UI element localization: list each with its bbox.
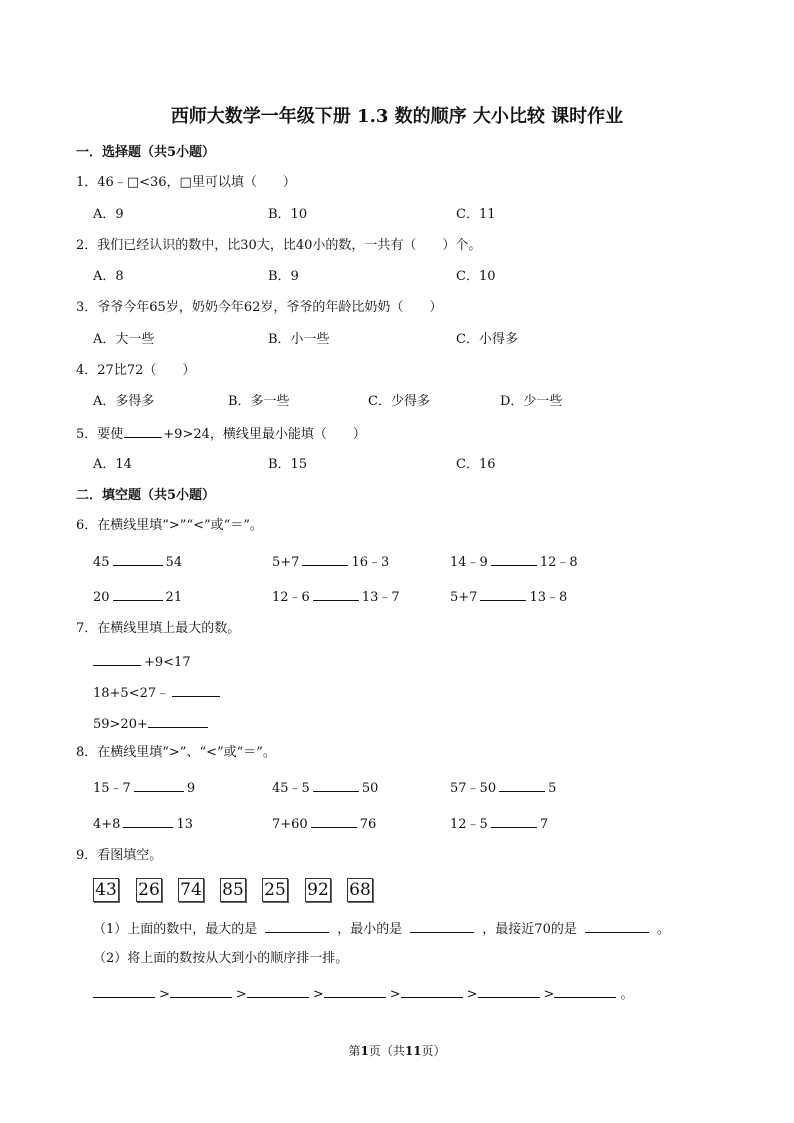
- q7-line-2: 18+5<27﹣: [93, 684, 223, 702]
- q2-option-c: C．10: [456, 269, 496, 284]
- page-footer: 第1页（共11页）: [348, 1044, 446, 1058]
- q8-item: 15﹣7 9: [93, 781, 196, 796]
- answer-blank[interactable]: [499, 779, 545, 792]
- answer-blank[interactable]: [401, 985, 463, 998]
- number-card: 68: [347, 878, 373, 902]
- q7-line-3: 59>20+: [93, 715, 211, 733]
- answer-blank[interactable]: [134, 779, 184, 792]
- answer-blank[interactable]: [93, 653, 141, 666]
- q8-item: 7+60 76: [272, 817, 377, 832]
- answer-blank[interactable]: [313, 779, 359, 792]
- q2-option-a: A．8: [93, 269, 124, 284]
- answer-blank[interactable]: [247, 985, 309, 998]
- answer-blank[interactable]: [585, 920, 649, 933]
- answer-blank[interactable]: [410, 920, 474, 933]
- q2-option-b: B．9: [268, 269, 299, 284]
- q3-option-c: C．小得多: [456, 332, 518, 347]
- question-2-stem: 2．我们已经认识的数中，比30大，比40小的数，一共有（ ）个。: [76, 238, 482, 253]
- question-5-stem: [76, 425, 366, 443]
- q1-option-b: B．10: [268, 207, 308, 222]
- answer-blank[interactable]: [170, 985, 232, 998]
- answer-blank[interactable]: [172, 684, 220, 697]
- q5-stem-prefix: 5．要使: [76, 427, 124, 442]
- q6-item: 14﹣9 12﹣8: [450, 555, 578, 570]
- q9-part-2: （2）将上面的数按从大到小的顺序排一排。: [93, 951, 349, 966]
- answer-blank[interactable]: [113, 588, 163, 601]
- q5-option-c: C．16: [456, 457, 496, 472]
- question-8-stem: 8．在横线里填“>”、“<”或“＝”。: [76, 745, 276, 760]
- q5-option-b: B．15: [268, 457, 308, 472]
- number-card: 25: [262, 878, 288, 902]
- answer-blank[interactable]: [491, 815, 537, 828]
- number-card: 26: [136, 878, 162, 902]
- q6-item: 5+7 16﹣3: [272, 555, 390, 570]
- answer-blank[interactable]: [554, 985, 616, 998]
- section-heading-fill: 二．填空题（共5小题）: [76, 488, 216, 503]
- answer-blank[interactable]: [265, 920, 329, 933]
- section-heading-choice: 一．选择题（共5小题）: [76, 145, 216, 160]
- answer-blank[interactable]: [148, 715, 208, 728]
- question-7-stem: 7．在横线里填上最大的数。: [76, 621, 241, 636]
- question-3-stem: 3．爷爷今年65岁，奶奶今年62岁，爷爷的年龄比奶奶（ ）: [76, 300, 443, 315]
- q8-item: 12﹣5 7: [450, 817, 549, 832]
- q4-option-b: B．多一些: [228, 394, 290, 409]
- q1-option-c: C．11: [456, 207, 496, 222]
- q7-line-1: +9<17: [93, 653, 191, 671]
- q9-ordering-row: > > > > > > 。: [93, 985, 633, 1003]
- q3-option-b: B．小一些: [268, 332, 330, 347]
- q5-option-a: A．14: [93, 457, 132, 472]
- number-card: 43: [93, 878, 119, 902]
- answer-blank[interactable]: [302, 553, 348, 566]
- q1-option-a: A．9: [93, 207, 124, 222]
- question-1-stem: 1．46﹣□<36，□里可以填（ ）: [76, 175, 296, 190]
- q4-option-d: D．少一些: [500, 394, 563, 409]
- answer-blank[interactable]: [311, 815, 357, 828]
- answer-blank[interactable]: [478, 985, 540, 998]
- q4-option-c: C．少得多: [368, 394, 430, 409]
- answer-blank[interactable]: [123, 815, 173, 828]
- q9-part-1: （1）上面的数中，最大的是 ，最小的是 ，最接近70的是 。: [93, 922, 670, 937]
- question-6-stem: 6．在横线里填“>”“<”或“＝”。: [76, 518, 263, 533]
- q4-option-a: A．多得多: [93, 394, 155, 409]
- answer-blank[interactable]: [480, 588, 526, 601]
- q8-item: 57﹣50 5: [450, 781, 557, 796]
- q8-item: 45﹣5 50: [272, 781, 379, 796]
- answer-blank[interactable]: [324, 985, 386, 998]
- answer-blank[interactable]: [93, 985, 155, 998]
- q5-stem-suffix: +9>24，横线里最小能填（ ）: [163, 427, 366, 442]
- q8-item: 4+8 13: [93, 817, 193, 832]
- q6-item: 20 21: [93, 590, 183, 605]
- number-card: 92: [305, 878, 331, 902]
- q6-item: 5+7 13﹣8: [450, 590, 568, 605]
- answer-blank[interactable]: [491, 553, 537, 566]
- answer-blank[interactable]: [124, 425, 162, 438]
- q3-option-a: A．大一些: [93, 332, 155, 347]
- q6-item: 12﹣6 13﹣7: [272, 590, 400, 605]
- page-title: 西师大数学一年级下册 1.3 数的顺序 大小比较 课时作业: [170, 106, 624, 127]
- q6-item: 45 54: [93, 555, 183, 570]
- question-9-stem: 9．看图填空。: [76, 848, 163, 863]
- answer-blank[interactable]: [113, 553, 163, 566]
- number-card: 85: [220, 878, 246, 902]
- question-4-stem: 4．27比72（ ）: [76, 363, 196, 378]
- answer-blank[interactable]: [313, 588, 359, 601]
- number-card: 74: [178, 878, 204, 902]
